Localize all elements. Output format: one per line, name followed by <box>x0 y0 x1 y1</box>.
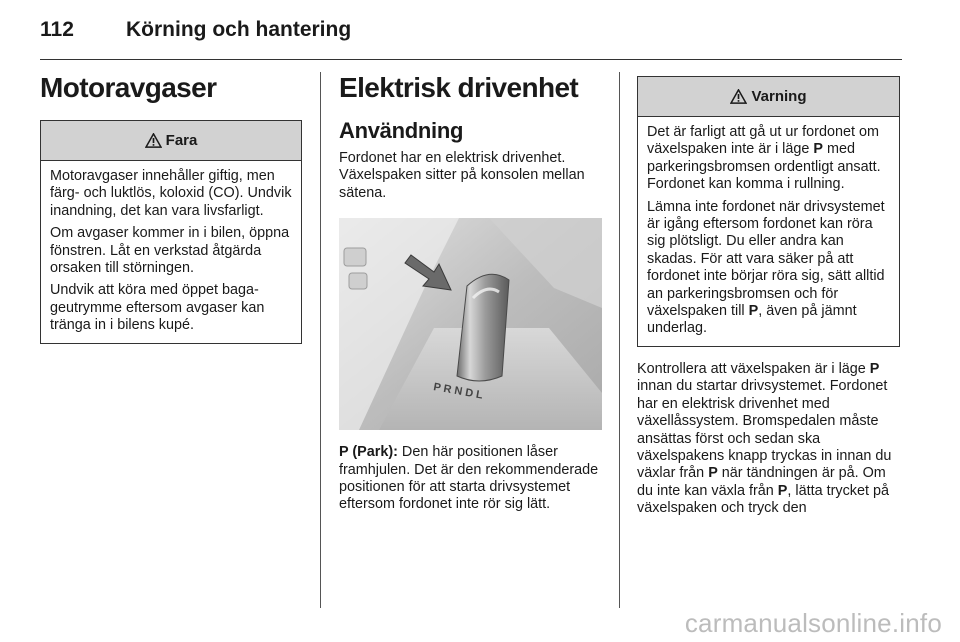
check-gear-paragraph <box>637 361 900 518</box>
warning-paragraph-1 <box>647 124 891 194</box>
warning-triangle-icon <box>145 133 162 148</box>
gear-p-label: P <box>708 465 718 482</box>
column-divider-left <box>320 72 321 608</box>
text-run: , lätta trycket på växelspaken och tryck den <box>637 482 889 517</box>
park-paragraph <box>339 444 602 514</box>
gear-p-label: P <box>869 360 880 377</box>
warning-paragraph-2 <box>647 199 891 338</box>
gear-p-label: P <box>748 303 759 320</box>
text-run: Lämna inte fordonet när drivsystemet är igång eftersom fordonet kan röra sig plötsligt. Du eller andra kan skadas. För att vara säker på att fordonet inte börjar röra sig, sätt alltid an parkeringsbromsen och för växelspaken till <box>647 198 885 320</box>
column-divider-right <box>619 72 620 608</box>
warning-triangle-icon <box>730 89 747 104</box>
warning-label: Varning <box>751 88 807 105</box>
danger-paragraph: Undvik att köra med öppet bagageutrymme eftersom avgaser kan tränga in i bilens kupé. <box>50 282 265 334</box>
text-run: innan du startar drivsystemet. Fordonet har en elektrisk drivenhet med växellåssystem. Bromspedalen måste ansättas först och sedan ska växelspakens knapp tryckas in innan du växlar från <box>637 378 892 482</box>
text-run: Kontrollera att växelspaken är i läge <box>637 360 870 377</box>
danger-paragraph: Om avgaser kommer in i bilen, öppna fönstren. Låt en verkstad åtgärda orsaken till störningen. <box>50 225 290 277</box>
intro-paragraph: Fordonet har en elektrisk drivenhet. Växelspaken sitter på konsolen mellan sätena. <box>339 150 585 201</box>
page-number: 112 <box>40 18 74 41</box>
watermark: carmanualsonline.info <box>684 608 942 638</box>
warning-box-body <box>638 117 899 346</box>
danger-box <box>40 120 302 344</box>
subheading-anvandning: Användning <box>339 118 464 143</box>
park-text: Den här positionen låser framhjulen. Det är den rekommenderade positionen för att starta drivsystemet eftersom fordonet inte rör sig lätt. <box>339 444 599 513</box>
right-column <box>637 62 900 518</box>
text-run: när tändningen är på. Om du inte kan växla från <box>637 465 886 499</box>
page-header <box>40 14 902 60</box>
warning-box-header <box>638 77 899 117</box>
gear-lever-photo <box>339 218 602 430</box>
park-label: P (Park): <box>339 444 398 461</box>
left-column <box>40 62 302 344</box>
warning-box <box>637 76 900 347</box>
gear-lever-illustration <box>339 218 602 430</box>
section-title: Körning och hantering <box>126 18 352 41</box>
danger-box-header <box>41 121 301 161</box>
gear-p-label: P <box>813 141 824 158</box>
text-run: med parkeringsbromsen ordentligt ansatt. Fordonet kan komma i rullning. <box>647 141 881 193</box>
svg-text:P R N D L: P R N D L <box>432 381 484 402</box>
heading-elektrisk-drivenhet: Elektrisk drivenhet <box>339 72 579 103</box>
text-run: Det är farligt att gå ut ur fordonet om växelspaken inte är i läge <box>647 124 879 158</box>
middle-column <box>339 62 602 514</box>
danger-paragraph: Motoravgaser innehåller giftig, men färg- och luktlös, koloxid (CO). Undvik inandning, det kan vara livsfarligt. <box>50 168 292 219</box>
heading-motoravgaser: Motoravgaser <box>40 72 217 103</box>
text-run: , även på jämnt underlag. <box>647 303 857 337</box>
danger-label: Fara <box>165 132 198 149</box>
gear-p-label: P <box>777 482 788 499</box>
danger-box-body <box>41 161 301 343</box>
